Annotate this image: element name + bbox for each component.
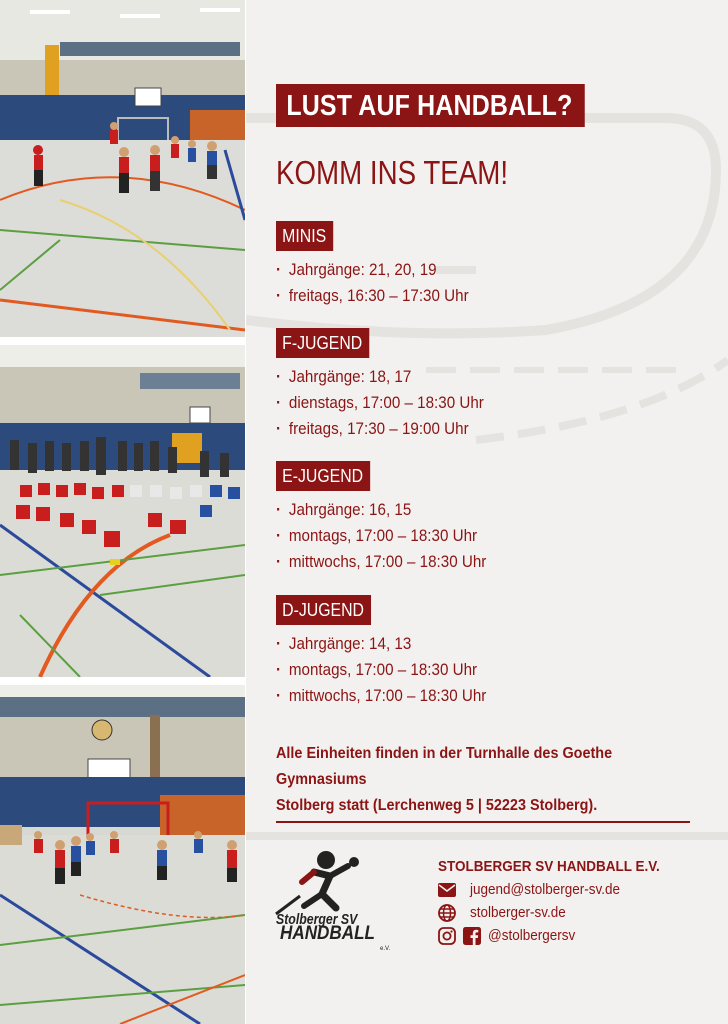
- club-logo: [274, 850, 404, 952]
- logo-text: HANDBALL: [280, 923, 375, 944]
- photo-minis-training: [0, 0, 245, 337]
- list-item: · Jahrgänge: 16, 15: [276, 501, 412, 519]
- list-item: · freitags, 16:30 – 17:30 Uhr: [276, 287, 469, 305]
- list-item: · Jahrgänge: 18, 17: [276, 368, 412, 386]
- contact-block: [438, 856, 718, 947]
- mail-icon: [438, 881, 456, 899]
- group-label: MINIS: [276, 221, 333, 251]
- email-row[interactable]: [438, 878, 718, 901]
- list-item: · montags, 17:00 – 18:30 Uhr: [276, 661, 478, 679]
- list-item: · dienstags, 17:00 – 18:30 Uhr: [276, 394, 484, 412]
- globe-icon: [438, 904, 456, 922]
- group-e-jugend: [276, 461, 716, 575]
- location-line-2: Stolberg statt (Lerchenweg 5 | 52223 Stolberg).: [276, 797, 598, 814]
- group-d-jugend: [276, 595, 716, 709]
- list-item: · mittwochs, 17:00 – 18:30 Uhr: [276, 687, 487, 705]
- photo-kids-game: [0, 685, 245, 1024]
- email-link[interactable]: jugend@stolberger-sv.de: [470, 881, 621, 898]
- logo-text: e.V.: [380, 946, 391, 952]
- group-label: E-JUGEND: [276, 461, 370, 491]
- divider: [276, 821, 690, 823]
- website-link[interactable]: stolberger-sv.de: [470, 904, 566, 921]
- list-item: · montags, 17:00 – 18:30 Uhr: [276, 527, 478, 545]
- location-line-1: Alle Einheiten finden in der Turnhalle des Goethe Gymnasiums: [276, 745, 613, 788]
- website-row[interactable]: [438, 901, 718, 924]
- instagram-icon[interactable]: [438, 927, 456, 945]
- list-item: · Jahrgänge: 14, 13: [276, 635, 412, 653]
- group-f-jugend: [276, 328, 716, 442]
- photo-team-group: [0, 345, 245, 677]
- subline: KOMM INS TEAM!: [276, 154, 509, 191]
- facebook-icon[interactable]: [463, 927, 481, 945]
- headline: LUST AUF HANDBALL?: [276, 84, 585, 127]
- group-label: D-JUGEND: [276, 595, 371, 625]
- list-item: · Jahrgänge: 21, 20, 19: [276, 261, 437, 279]
- social-row[interactable]: [438, 924, 718, 947]
- flyer-content: [246, 0, 728, 1024]
- list-item: · freitags, 17:30 – 19:00 Uhr: [276, 420, 469, 438]
- location-info: [276, 741, 685, 819]
- club-name: STOLBERGER SV HANDBALL E.V.: [438, 858, 660, 875]
- photo-column: [0, 0, 246, 1024]
- social-handle[interactable]: @stolbergersv: [488, 927, 576, 944]
- logo-text: Stolberger SV: [276, 911, 358, 928]
- group-minis: [276, 221, 716, 309]
- group-label: F-JUGEND: [276, 328, 369, 358]
- handball-player-icon: [274, 850, 404, 920]
- list-item: · mittwochs, 17:00 – 18:30 Uhr: [276, 553, 487, 571]
